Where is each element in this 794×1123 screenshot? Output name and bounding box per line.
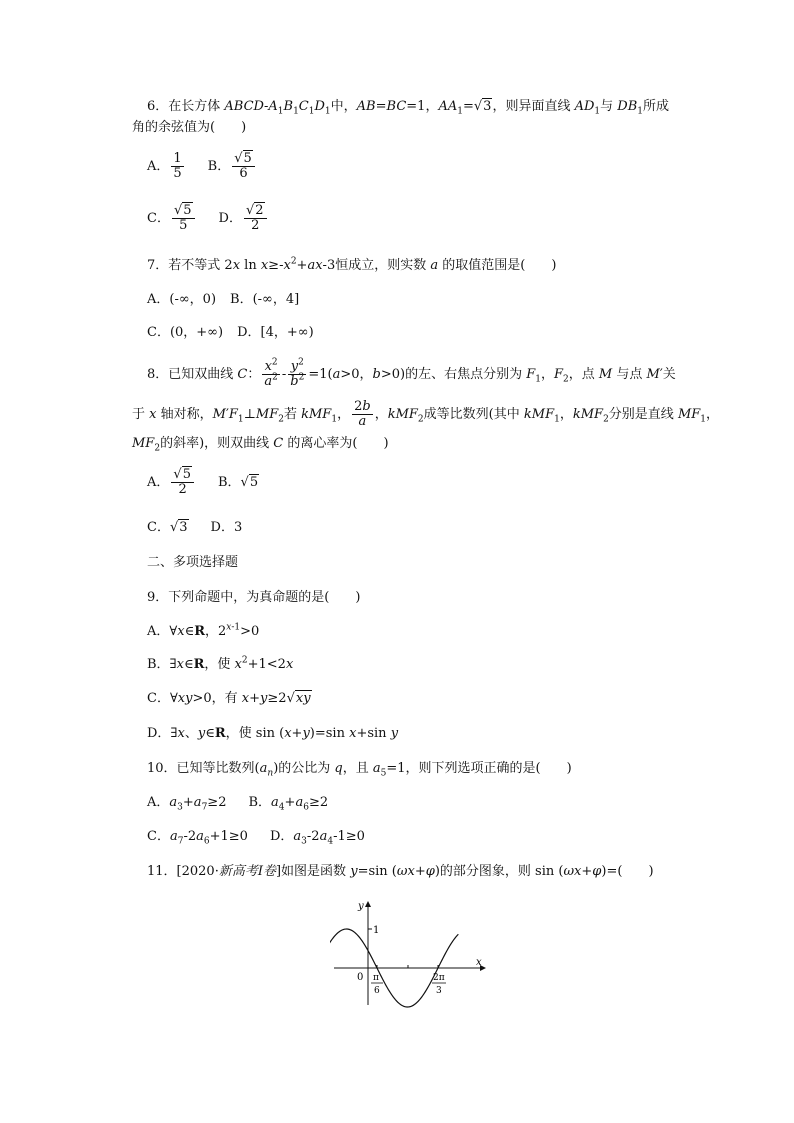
q6-stem-line2: 角的余弦值为( ) <box>132 120 247 135</box>
q11-stem: 11．[2020·新高考Ⅰ卷]如图是函数 y=sin (ωx+φ)的部分图象，则 sin (ωx+φ)=( ) <box>147 864 654 879</box>
x-tick2-num: 2π <box>433 973 445 983</box>
q8-stem-line2: 于 x 轴对称，$M'F_1\perp MF_2$若 kMF$_1$， $\frac{2b}{a}$ ，kMF$_2$成等比数列(其中 kMF$_1$，kMF$_2$分别是直线 $MF_1$， <box>132 399 720 429</box>
section-title: 二、多项选择题 <box>147 555 239 570</box>
q7-stem: 7．若不等式 2x $\ln x\ge-x^2+ax-3$恒成立，则实数 a 的取值范围是( ) <box>147 256 557 273</box>
q9-option-a: A．∀x∈R，$2^{x-1}>0$ <box>147 622 260 639</box>
q7-options-ab: A．(-∞，0) B．(-∞，4] <box>147 292 300 307</box>
q9-option-d: D．∃x、y∈R，使 sin (x+y)=sin x+sin y <box>147 726 399 741</box>
q9-option-c: C．∀xy>0，有 x+y≥2√xy <box>147 691 311 706</box>
fraction: $\frac{2b}{a}$ <box>354 399 371 429</box>
q9-stem: 9．下列命题中，为真命题的是( ) <box>147 590 361 605</box>
q6-options-cd: C． $\frac{√5}{5}$ D． $\frac{√2}{2}$ <box>147 204 269 233</box>
fraction: $\frac{x^2}{a^2}$ <box>264 357 278 389</box>
x-axis-label: x <box>476 957 482 968</box>
fraction: $\frac{√5}{6}$ <box>232 152 255 181</box>
q6-stem-line1: 6．在长方体 ABCD-$A_1B_1C_1D_1$中，AB=BC=1，$AA_1=√3$，则异面直线 $AD_1$与 $DB_1$所成 <box>147 99 670 117</box>
fraction: $\frac{√5}{5}$ <box>172 204 195 233</box>
q6-options-ab: A． $\frac{1}{5}$ B． $\frac{√5}{6}$ <box>147 152 257 181</box>
q8-options-cd: C．√3 D．3 <box>147 520 243 535</box>
fraction: $\frac{y^2}{b^2}$ <box>290 357 305 389</box>
origin-label: 0 <box>357 972 364 983</box>
fraction: $\frac{√5}{2}$ <box>171 468 194 497</box>
x-tick1-den: 6 <box>374 986 380 996</box>
q9-option-b: B．∃x∈R，使 $x^2+1<2x$ <box>147 655 294 672</box>
fraction: $\frac{√2}{2}$ <box>244 204 267 233</box>
sine-graph <box>330 895 490 1010</box>
y-axis-label: y <box>358 901 364 912</box>
x-tick2-den: 3 <box>436 986 442 996</box>
q10-options-cd: C．$a_7-2a_6+1\ge 0$ D．$a_3-2a_4-1\ge 0$ <box>147 829 365 847</box>
y-axis-arrow <box>365 901 371 907</box>
fraction: $\frac{1}{5}$ <box>173 151 182 181</box>
q7-options-cd: C．(0，+∞) D．[4，+∞) <box>147 325 314 340</box>
y-tick-label: 1 <box>373 925 380 936</box>
q10-stem: 10．已知等比数列$(a_n)$的公比为 q，且 $a_5=1$，则下列选项正确的是( ) <box>147 761 572 779</box>
q8-options-ab: A． $\frac{√5}{2}$ B．√5 <box>147 467 259 497</box>
q8-stem-line1: 8．已知双曲线 C： $\frac{x^2}{a^2}$ - $\frac{y^2}{b^2}$ =1(a>0，b>0)的左、右焦点分别为 $F_1$，$F_2$，点 M 与点 M′关 <box>147 357 676 389</box>
q8-stem-line3: $MF_2$的斜率)，则双曲线 C 的离心率为( ) <box>132 436 389 454</box>
q10-options-ab: A．$a_3+a_7\ge 2$ B．$a_4+a_6\ge 2$ <box>147 795 329 813</box>
x-tick1-num: π <box>373 973 379 983</box>
